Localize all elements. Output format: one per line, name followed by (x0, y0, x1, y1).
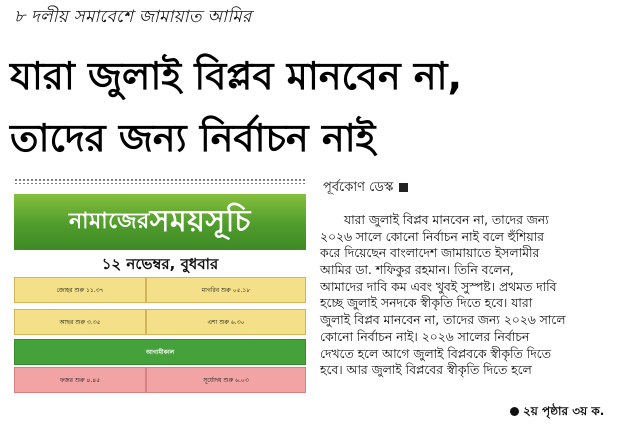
headline-line-2: তাদের জন্য নির্বাচন নাই (10, 116, 376, 160)
article-line: করে দিয়েছেন বাংলাদেশ জামায়াতে ইসলামীর (320, 246, 540, 261)
article-line: আমাদের দাবি কম এবং খুবই সুস্পষ্ট। প্রথমত দাবি (320, 279, 557, 294)
prayer-times-title (14, 194, 306, 250)
byline-text: পূর্বকোণ ডেস্ক (323, 180, 394, 195)
article-line: দেখতে হলে আগে জুলাই বিপ্লবকে স্বীকৃতি দিতে (320, 346, 551, 361)
square-bullet-icon (399, 183, 408, 192)
prayer-cell: আছর শুরু ৩.৩৫ (14, 309, 146, 335)
article-body (320, 212, 632, 379)
prayer-cell: মাগরিব শুরু ০৫.১৮ (146, 277, 306, 303)
article-line: হচ্ছে জুলাই সনদকে স্বীকৃতি দিতে হবে। যারা (320, 296, 533, 311)
bullet-icon (510, 407, 519, 416)
prayer-cell: ফজর শুরু ৪.৪৫ (14, 367, 146, 393)
prayer-row (14, 277, 306, 303)
tomorrow-label: আগামীকাল (14, 339, 306, 365)
continued-note (510, 403, 604, 423)
title-part-1: নামাজের (69, 208, 150, 234)
continued-text: ২য় পৃষ্ঠার ৩য় ক. (523, 404, 605, 418)
prayer-cell: জোহর শুরু ১১.৩৭ (14, 277, 146, 303)
byline (323, 178, 408, 199)
prayer-cell: সূর্যোদয় শুরু ৬.০৩ (146, 367, 306, 393)
dotted-divider (14, 178, 306, 184)
tomorrow-label-row (14, 339, 306, 365)
kicker: ৮ দলীয় সমাবেশে জামায়াত আমির (14, 7, 252, 27)
article-line: ২০২৬ সালে কোনো নির্বাচন নাই বলে হুঁশিয়ার (320, 229, 544, 244)
prayer-row (14, 367, 306, 393)
prayer-row (14, 309, 306, 335)
article-line: হবে। আর জুলাই বিপ্লবের স্বীকৃতি দিতে হলে (320, 363, 532, 378)
article-line: যারা জুলাই বিপ্লব মানবেন না, তাদের জন্য (344, 213, 549, 227)
prayer-date: ১২ নভেম্বর, বুধবার (101, 255, 219, 273)
title-part-2: সময়সূচি (149, 203, 251, 239)
headline-line-1: যারা জুলাই বিপ্লব মানবেন না, (10, 54, 462, 98)
prayer-times-box (14, 172, 306, 427)
article-line: আমির ডা. শফিকুর রহমান। তিনি বলেন, (320, 263, 514, 278)
prayer-cell: এশা শুরু ৬.৩০ (146, 309, 306, 335)
article-line: কোনো নির্বাচন নাই। ২০২৬ সালের নির্বাচন (320, 329, 530, 344)
article-line: জুলাই বিপ্লব মানবেন না, তাদের জন্য ২০২৬ সালে (320, 313, 566, 328)
